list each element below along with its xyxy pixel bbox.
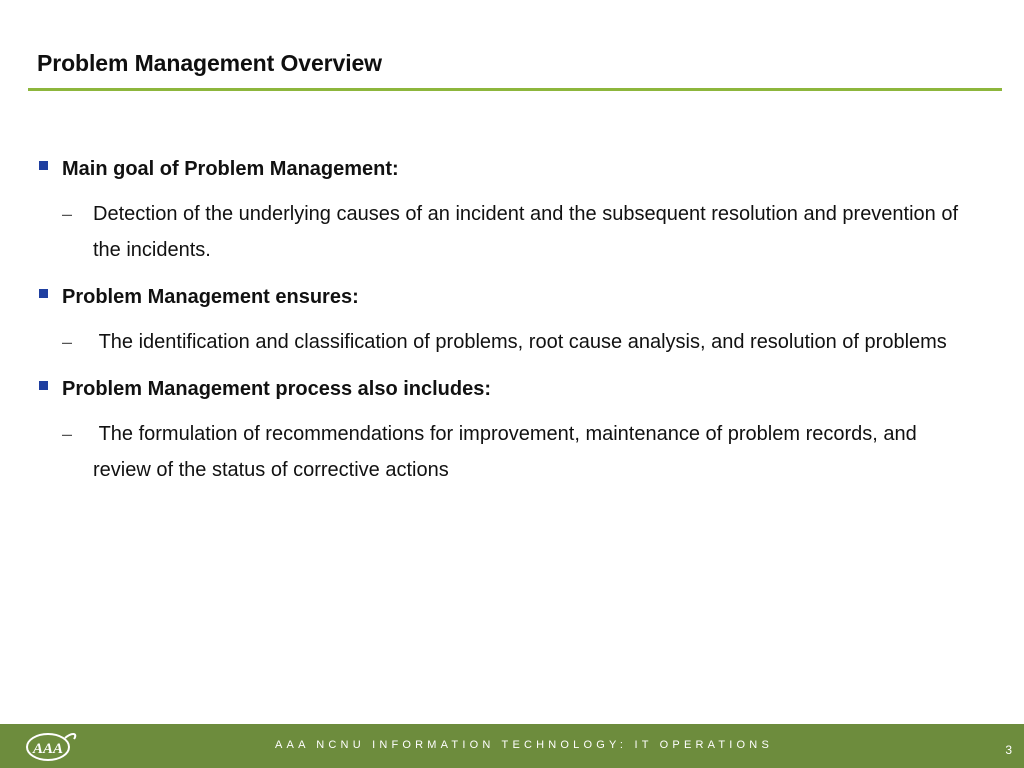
dash-bullet-icon: – <box>62 204 73 224</box>
bullet-heading: Main goal of Problem Management: <box>62 158 399 180</box>
sub-bullet-text: The identification and classification of problems, root cause analysis, and resolution of problems <box>93 331 947 353</box>
square-bullet-icon <box>39 381 48 390</box>
title-underline <box>28 88 1002 91</box>
footer-caption: AAA NCNU INFORMATION TECHNOLOGY: IT OPERATIONS <box>275 739 773 751</box>
bullet-heading: Problem Management ensures: <box>62 286 359 308</box>
slide-title: Problem Management Overview <box>37 50 382 76</box>
logo-text: AAA <box>32 741 64 757</box>
dash-bullet-icon: – <box>62 332 73 352</box>
sub-bullet-text: The formulation of recommendations for improvement, maintenance of problem records, and review of the status of corrective actions <box>93 423 923 481</box>
square-bullet-icon <box>39 289 48 298</box>
sub-bullet-item <box>0 314 1024 370</box>
bullet-item <box>0 278 1024 314</box>
bullet-item <box>0 370 1024 406</box>
sub-bullet-item <box>0 186 1024 278</box>
aaa-logo-icon <box>22 729 80 763</box>
bullet-heading: Problem Management process also includes: <box>62 378 492 400</box>
footer-bar <box>0 724 1024 768</box>
sub-bullet-item <box>0 406 1024 498</box>
square-bullet-icon <box>39 161 48 170</box>
slide-content <box>0 150 1024 498</box>
sub-bullet-text: Detection of the underlying causes of an incident and the subsequent resolution and prevention of the incidents. <box>93 203 959 261</box>
dash-bullet-icon: – <box>62 424 73 444</box>
page-number: 3 <box>1005 743 1012 757</box>
bullet-item <box>0 150 1024 186</box>
